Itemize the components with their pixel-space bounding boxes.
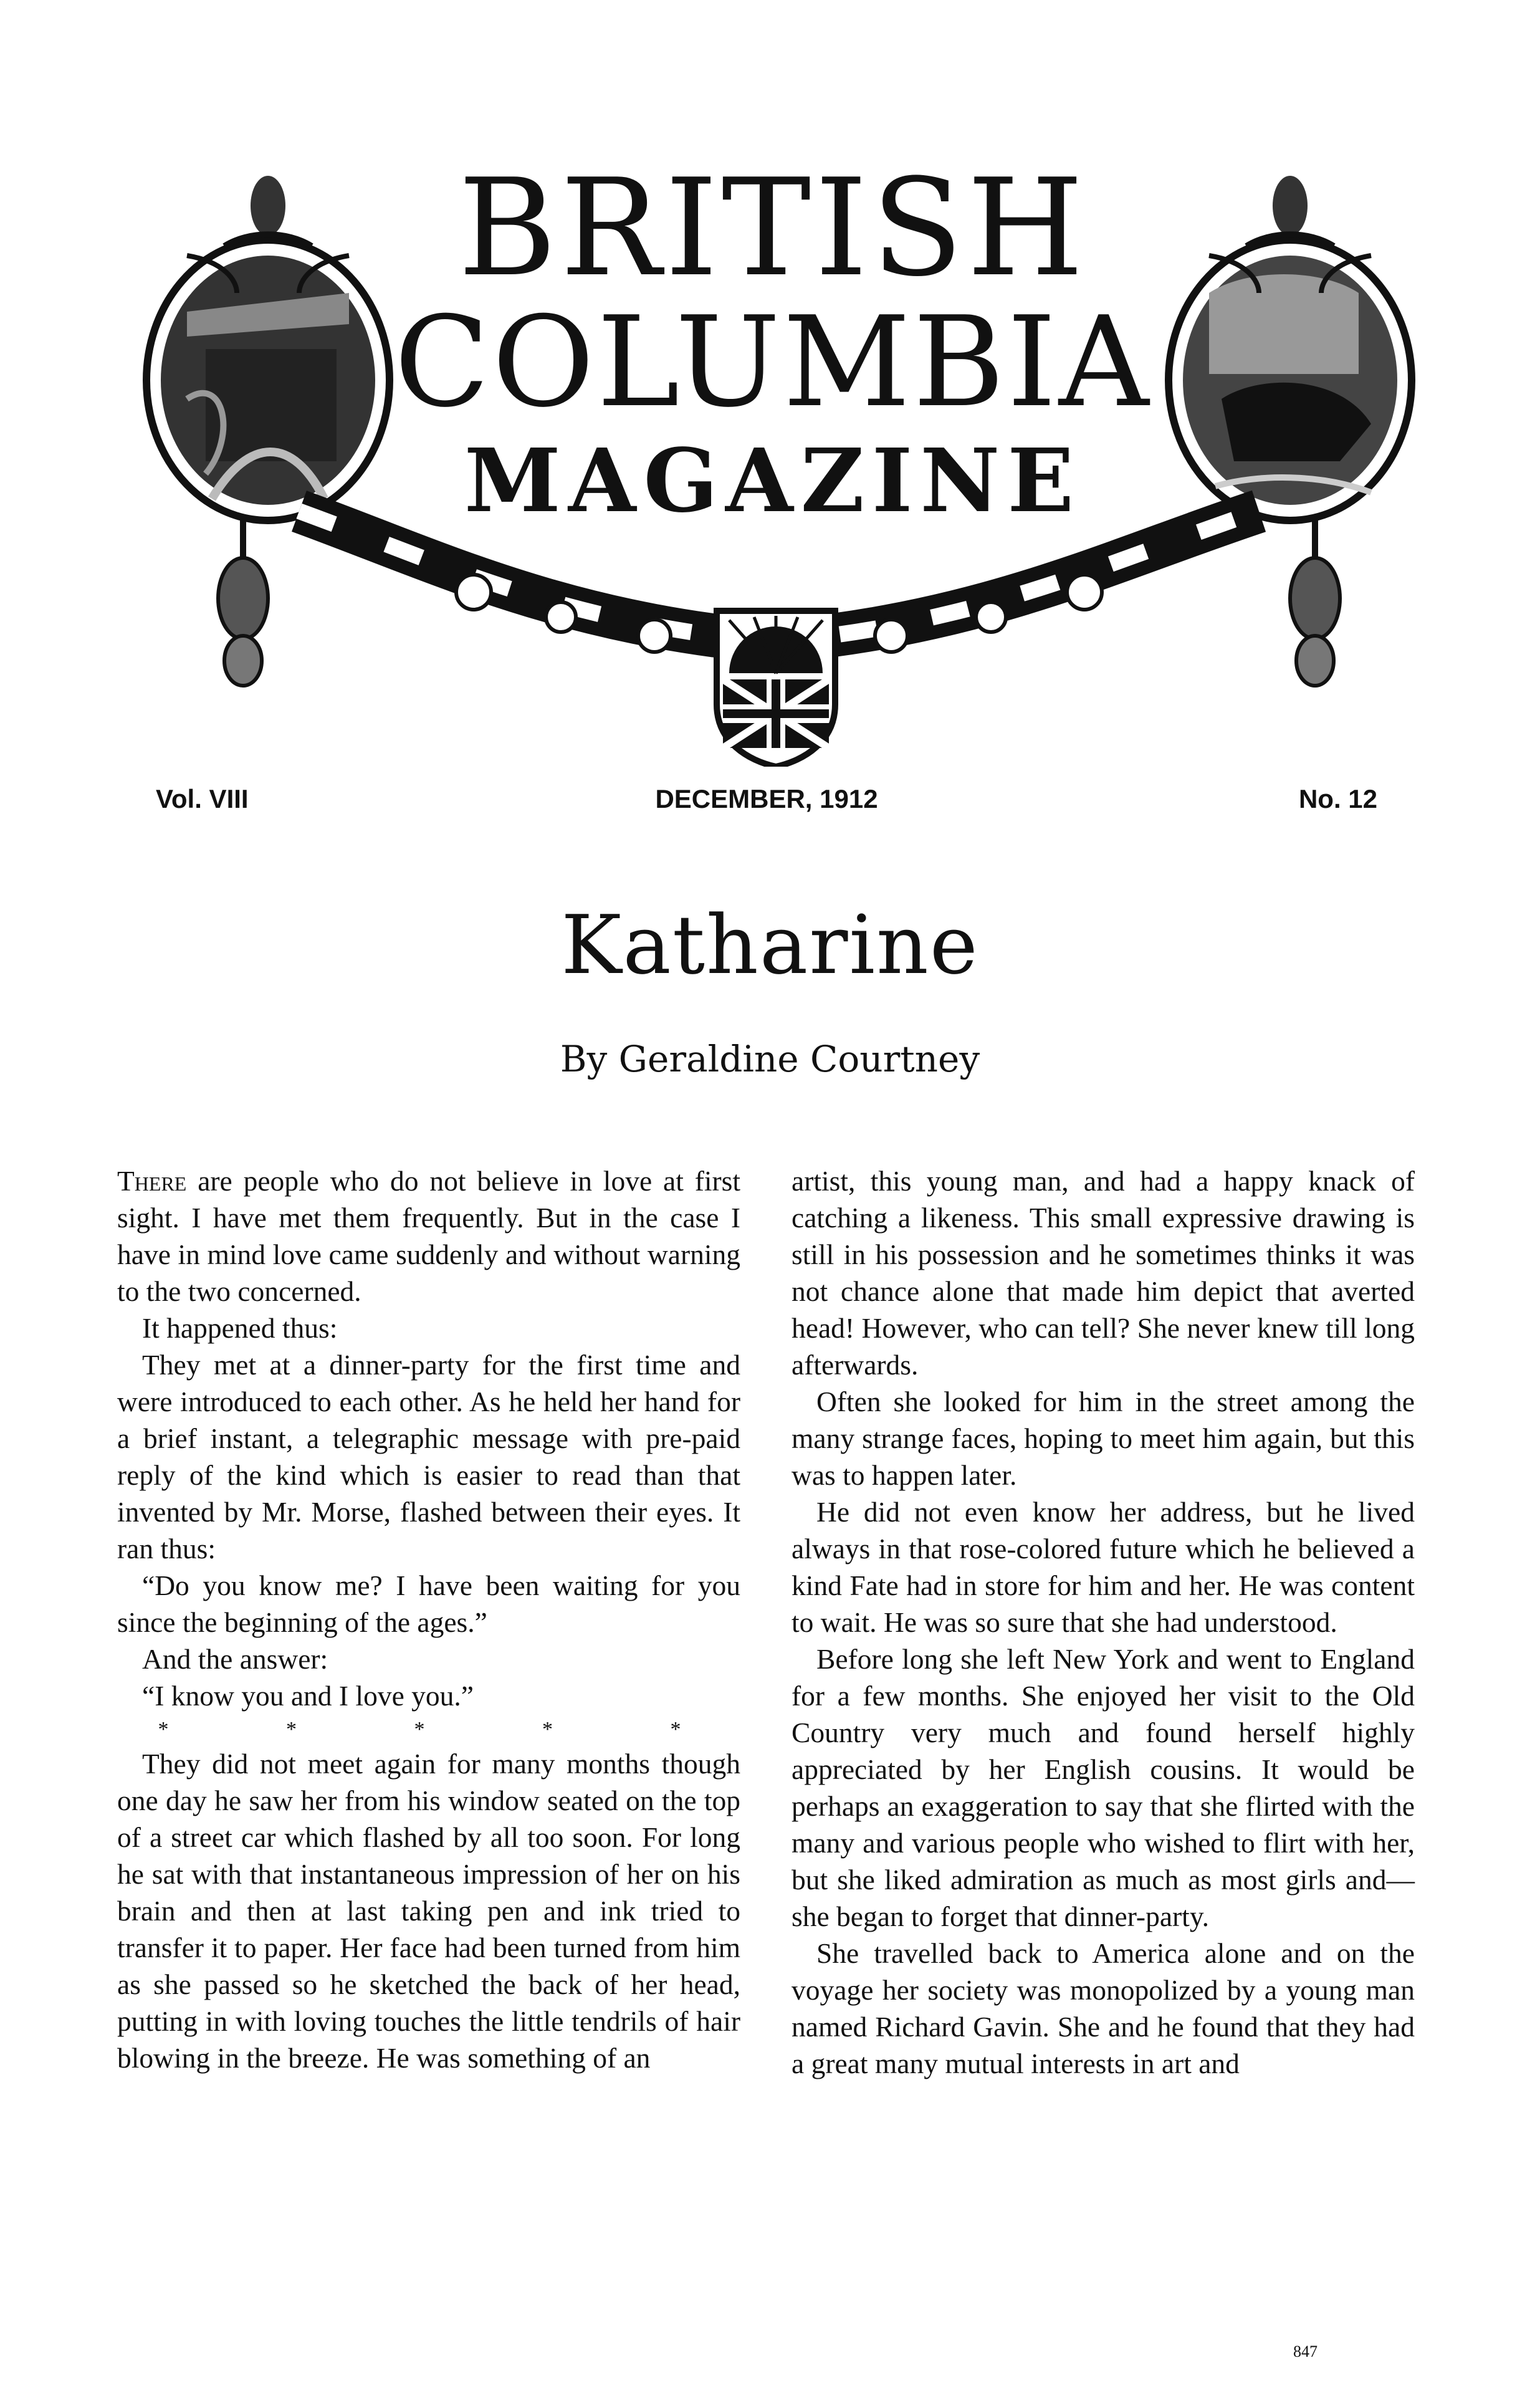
paragraph: Often she looked for him in the street among the many strange faces, hoping to meet him again, but this was to happen later. (792, 1386, 1415, 1491)
opening-word: There (117, 1165, 187, 1197)
masthead-magazine: MAGAZINE (464, 430, 1082, 532)
paragraph: She travelled back to America alone and on the voyage her society was monopolized by a young man named Richard Gavin. She and he found that they had a great many mutual interests in art and (792, 1937, 1415, 2079)
text-column-left (117, 1162, 740, 2076)
page-number: 847 (1293, 2342, 1318, 2360)
section-separator: * * * * * (158, 1718, 737, 1741)
article-title: Katharine (561, 898, 979, 992)
text-column-right (792, 1162, 1415, 2082)
right-tassel-ornament (1290, 517, 1340, 686)
article-byline: By Geraldine Courtney (560, 1038, 980, 1080)
paragraph: And the answer: (142, 1643, 328, 1675)
masthead-illustration (0, 0, 1540, 767)
left-tassel-ornament (218, 517, 268, 686)
masthead-british: BRITISH (458, 150, 1088, 306)
issue-date: DECEMBER, 1912 (655, 784, 878, 813)
issue-info-line (156, 784, 1377, 822)
paragraph: Before long she left New York and went to England for a few months. She enjoyed her visit to the Old Country very much and found herself highly appreciated by her English cousins. It would be perhaps an exaggeration to say that she flirted with the many and various people who wished to flirt with her, but she liked admiration as much as most girls and—she began to forget that dinner-party. (792, 1643, 1415, 1932)
volume-label: Vol. VIII (156, 784, 249, 813)
paragraph: He did not even know her address, but he lived always in that rose-colored future which he believed a kind Fate had in store for him and her. He was content to wait. He was so sure that she had understood. (792, 1496, 1415, 1638)
paragraph: It happened thus: (142, 1312, 338, 1344)
paragraph: They met at a dinner-party for the first time and were introduced to each other. As he held her hand for a brief instant, a telegraphic message with pre-paid reply of the kind which is easier to read than that invented by Mr. Morse, flashed between their eyes. It ran thus: (117, 1349, 740, 1565)
coat-of-arms-shield (717, 611, 835, 767)
paragraph: artist, this young man, and had a happy knack of catching a likeness. This small expressive drawing is still in his possession and he sometimes thinks it was not chance alone that made him depict that averted head! However, who can tell? She never knew till long afterwards. (792, 1165, 1415, 1381)
masthead-columbia: COLUMBIA (394, 290, 1152, 435)
issue-number: No. 12 (1298, 784, 1377, 813)
paragraph-text: are people who do not believe in love at first sight. I have met them frequently. But in the case I have in mind love came suddenly and without warning to the two concerned. (117, 1165, 740, 1307)
paragraph: They did not meet again for many months though one day he saw her from his window seated on the top of a street car which flashed by all too soon. For long he sat with that instantaneous impression of her on his brain and then at last taking pen and ink tried to transfer it to paper. Her face had been turned from him as she passed so he sketched the back of her head, putting in with loving touches the little tendrils of hair blowing in the breeze. He was something of an (117, 1748, 740, 2074)
left-medallion (146, 240, 390, 520)
paragraph: “Do you know me? I have been waiting for you since the beginning of the ages.” (117, 1570, 740, 1638)
right-medallion (1169, 240, 1412, 520)
paragraph (117, 1162, 740, 1310)
paragraph: “I know you and I love you.” (142, 1680, 474, 1712)
